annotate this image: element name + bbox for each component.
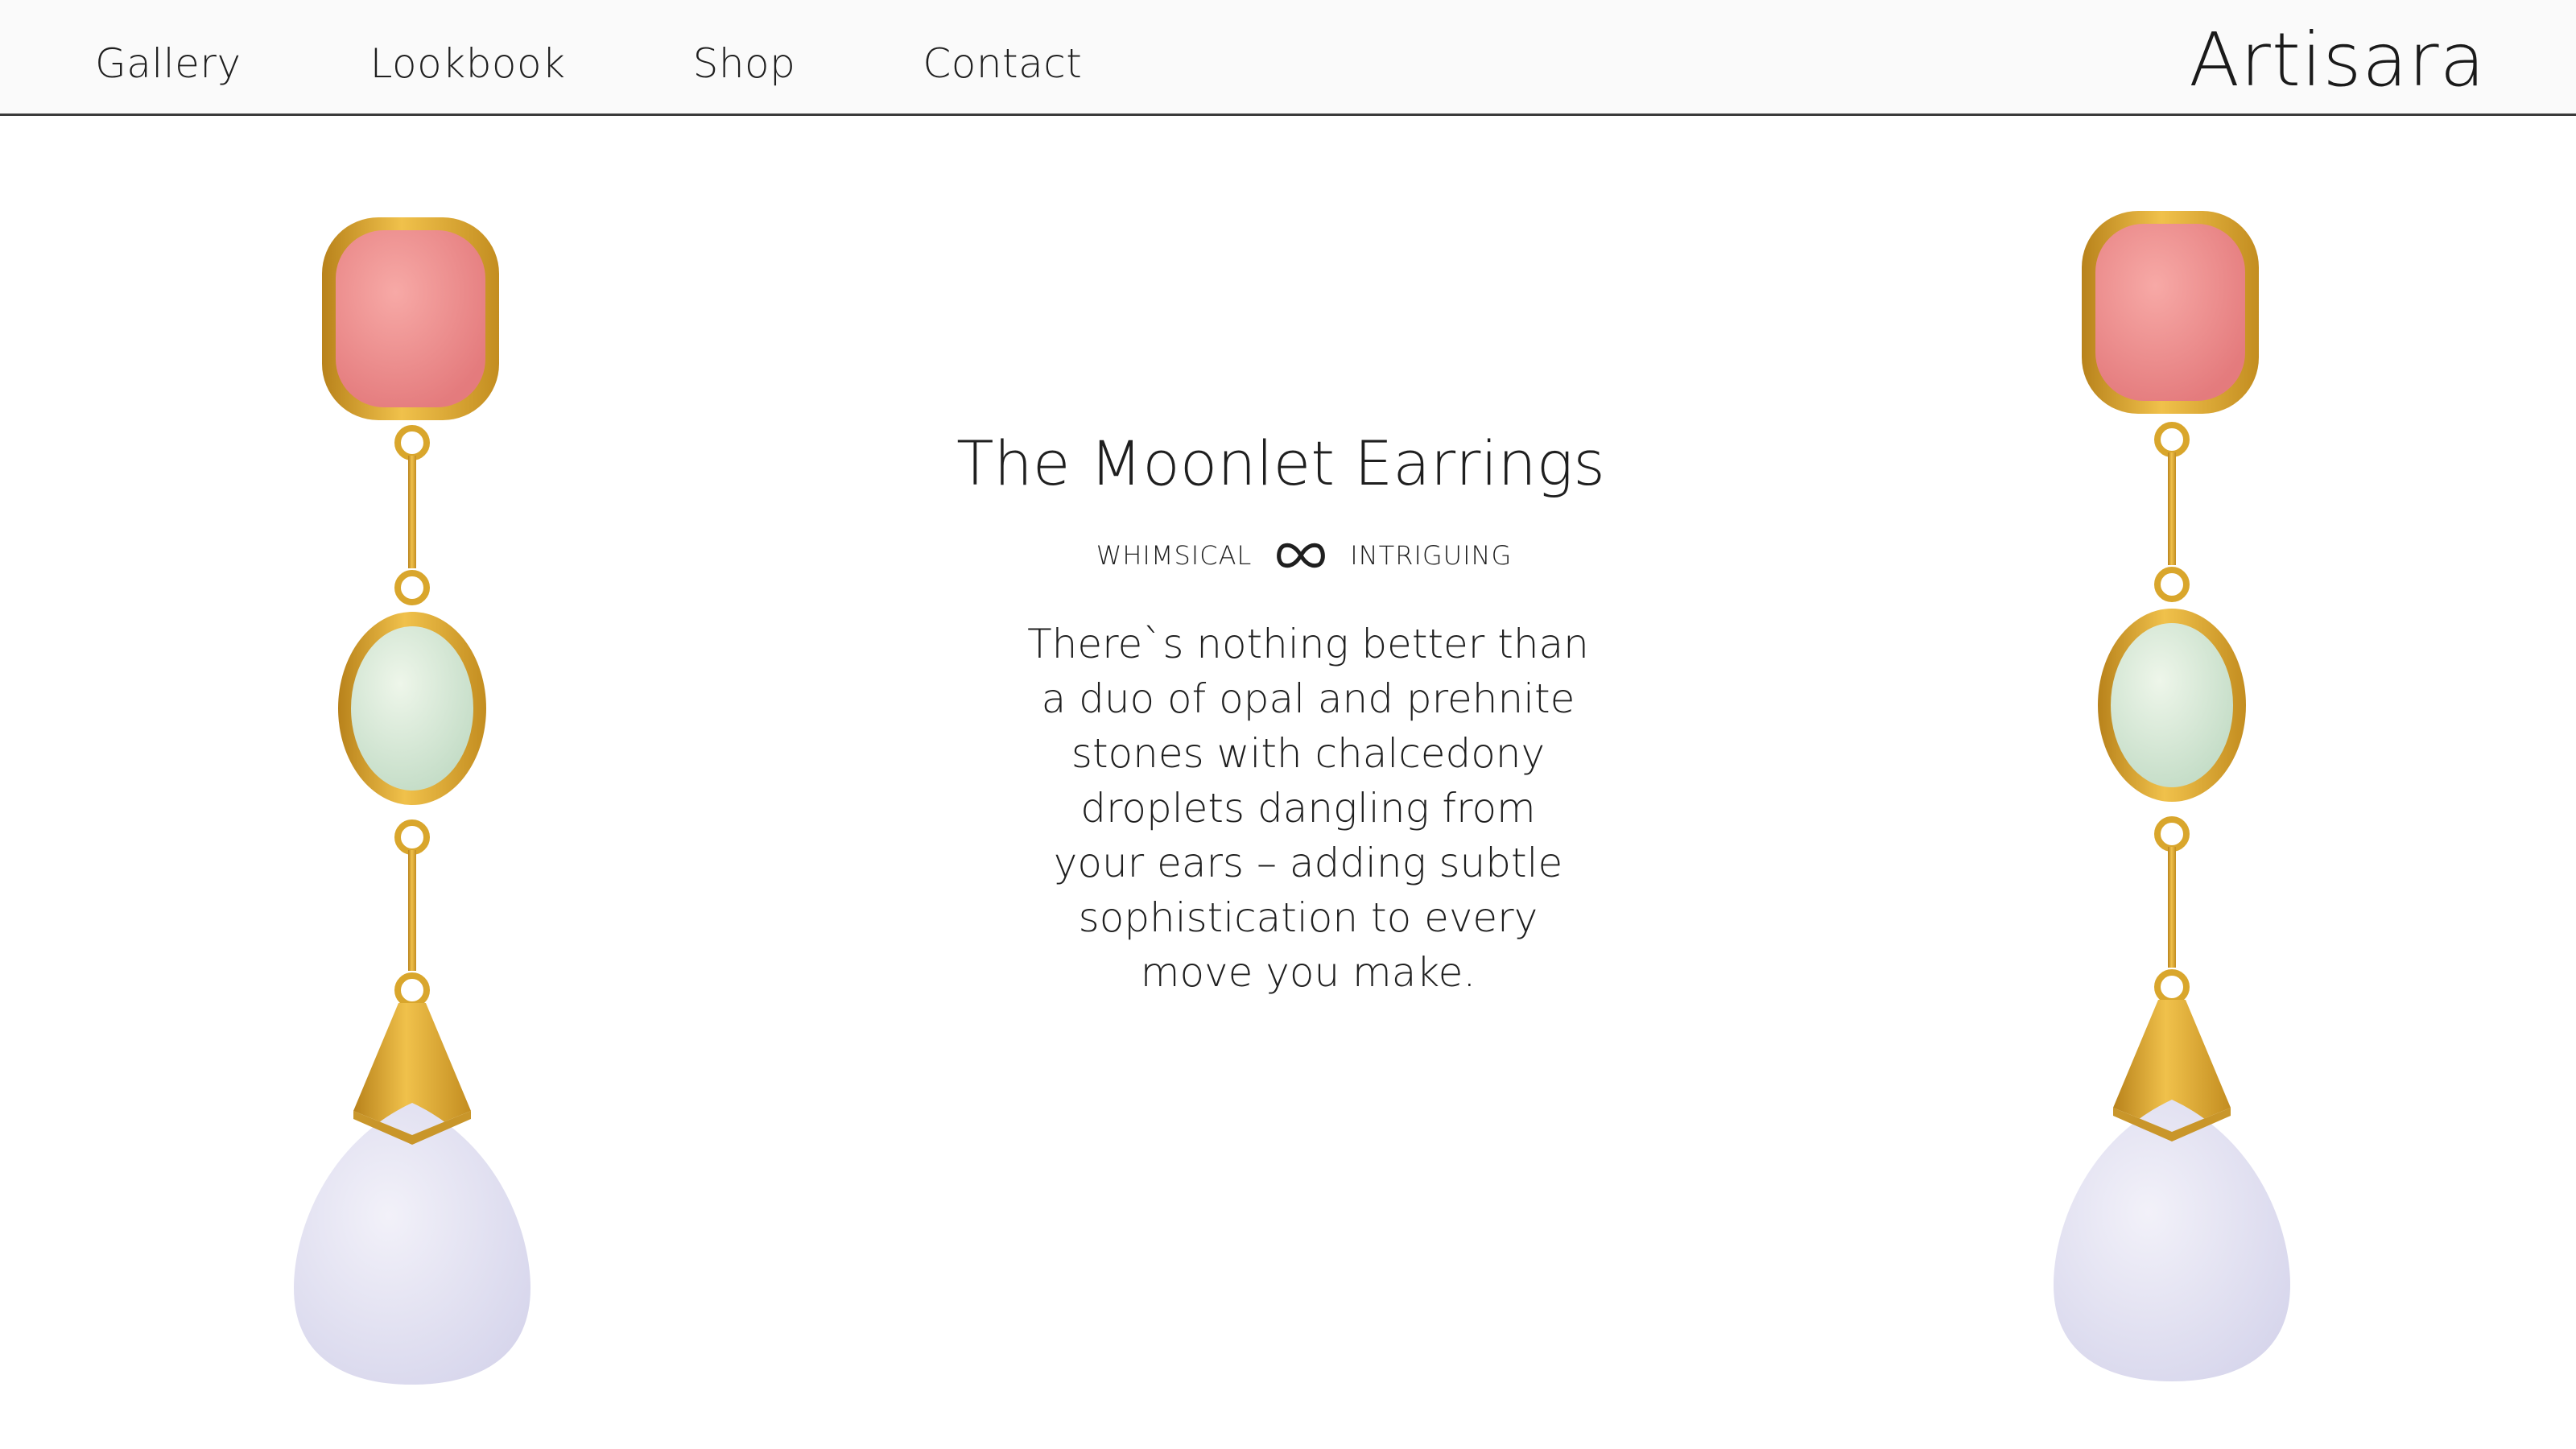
tag-whimsical: WHIMSICAL <box>1096 540 1253 571</box>
product-info <box>805 419 1811 1000</box>
description-line: move you make. <box>1140 949 1476 996</box>
tag-intriguing: INTRIGUING <box>1350 540 1513 571</box>
description-line: droplets dangling from <box>1080 785 1536 832</box>
description-line: sophistication to every <box>1078 894 1538 941</box>
infinity-icon <box>1274 539 1327 572</box>
product-description <box>1018 617 1598 1000</box>
description-line: stones with chalcedony <box>1071 730 1546 777</box>
site-header <box>0 0 2576 116</box>
earring-image-right <box>2035 201 2309 1393</box>
product-title: The Moonlet Earrings <box>956 427 1605 499</box>
nav-gallery-link[interactable]: Gallery <box>95 40 242 87</box>
description-line: your ears – adding subtle <box>1053 840 1563 886</box>
main-nav <box>95 35 1082 92</box>
nav-shop-link[interactable]: Shop <box>692 40 796 87</box>
product-tags <box>797 539 1811 572</box>
nav-lookbook-link[interactable]: Lookbook <box>369 40 566 87</box>
nav-contact-link[interactable]: Contact <box>923 40 1083 87</box>
description-line: There`s nothing better than <box>1027 621 1589 667</box>
earring-image-left <box>278 201 551 1393</box>
description-line: a duo of opal and prehnite <box>1041 675 1575 722</box>
brand-logo[interactable]: Artisara <box>2189 17 2486 103</box>
